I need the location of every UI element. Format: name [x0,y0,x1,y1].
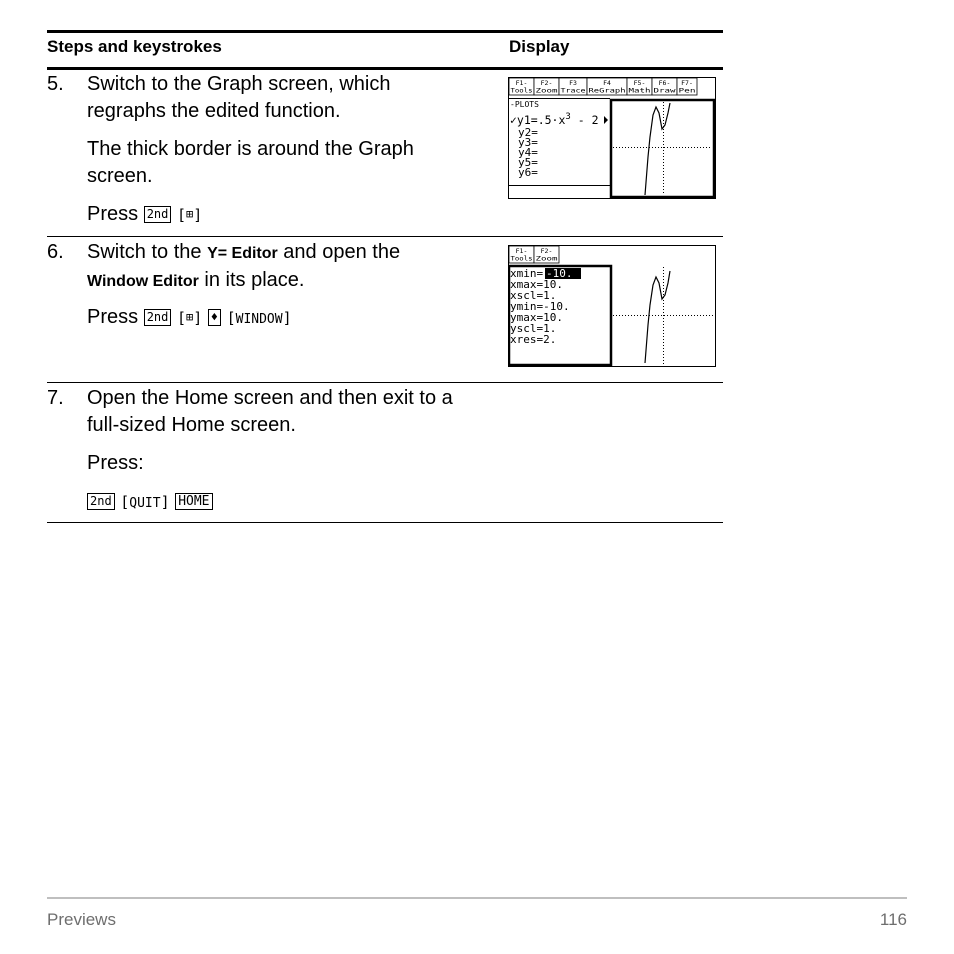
step-number: 7. [47,387,64,409]
key-split-screen: [⊞] [176,309,203,327]
key-diamond: ♦ [208,309,221,326]
toolbar-label: Zoom [535,255,559,263]
header-steps: Steps and keystrokes [47,37,222,56]
toolbar-label: Draw [653,87,677,95]
split-screen-icon: ⊞ [185,207,194,221]
step-text-line: The thick border is around the Graph [87,138,414,160]
row-separator [47,236,723,237]
key-quit: [QUIT] [120,493,170,511]
step-text-line: full-sized Home screen. [87,414,296,436]
y-editor-label: Y= Editor [207,245,278,262]
table-top-rule [47,30,723,33]
graph-pane [611,100,714,197]
step-5-press [87,201,497,229]
toolbar-fkey: F2- [540,247,553,255]
key-split-screen: [⊞] [176,206,203,224]
window-line: ymax=10. [510,311,563,324]
y-line: y5= [518,156,538,169]
window-line: xres=2. [510,333,557,346]
step-number: 6. [47,241,64,263]
screen-graph-split [508,77,716,199]
toolbar-label: Zoom [535,87,559,95]
toolbar [509,78,697,95]
footer-rule [47,897,907,899]
toolbar-fkey: F2- [540,79,553,87]
step-number: 5. [47,73,64,95]
key-2nd: 2nd [144,309,172,326]
toolbar-fkey: F1- [515,79,528,87]
toolbar-fkey: F5- [633,79,646,87]
step-7-keys [87,488,497,517]
xmin-label: xmin= [510,267,544,280]
toolbar-label: Pen [678,87,697,95]
step-text-line: screen. [87,165,153,187]
window-line: xscl=1. [510,289,557,302]
window-editor-label: Window Editor [87,273,199,290]
press-label: Press: [87,452,144,474]
toolbar-fkey: F7- [681,79,693,87]
header-display: Display [509,37,570,56]
y-line: y3= [518,136,538,149]
xmin-value: -10. [546,267,573,280]
plots-label: -PLOTS [510,100,539,109]
toolbar-fkey: F4 [603,79,611,87]
key-window: [WINDOW] [226,309,292,327]
toolbar-label: Tools [510,255,533,263]
table-header-rule [47,67,723,70]
toolbar-label: ReGraph [588,87,627,95]
toolbar-label: Math [628,87,652,95]
step-text-line: Window Editor in its place. [87,269,305,291]
toolbar [509,246,559,263]
y-line: y6= [518,166,538,179]
step-text-line: Switch to the Graph screen, which [87,73,391,95]
press-label: Press [87,306,139,328]
step-7-text [87,385,497,439]
y-line: y4= [518,146,538,159]
toolbar-fkey: F1- [515,247,528,255]
toolbar-label: Tools [510,87,533,95]
step-text-line: Open the Home screen and then exit to a [87,387,453,409]
row-separator [47,382,723,383]
step-text-line: Switch to the Y= Editor and open the [87,241,401,263]
toolbar-fkey: F3 [569,79,577,87]
toolbar-label: Trace [560,87,587,95]
y1-line: $✓y1=.5\cdot x^3 - 2$ [510,112,599,127]
window-line: yscl=1. [510,322,557,335]
key-2nd: 2nd [87,493,115,510]
window-line: ymin=-10. [510,300,570,313]
page-number: 116 [879,910,907,929]
screen-window-split [508,245,716,367]
step-text-line: regraphs the edited function. [87,100,341,122]
footer-section: Previews [47,910,116,929]
step-6-text [87,239,497,295]
step-5-text [87,71,497,125]
key-2nd: 2nd [144,206,172,223]
split-screen-icon: ⊞ [185,310,194,324]
window-line: xmax=10. [510,278,563,291]
step-5-note [87,136,497,190]
table-bottom-rule [47,522,723,523]
step-6-press [87,304,497,333]
press-label: Press [87,203,139,225]
key-home: HOME [175,493,212,510]
y-line: y2= [518,126,538,139]
toolbar-fkey: F6- [658,79,671,87]
